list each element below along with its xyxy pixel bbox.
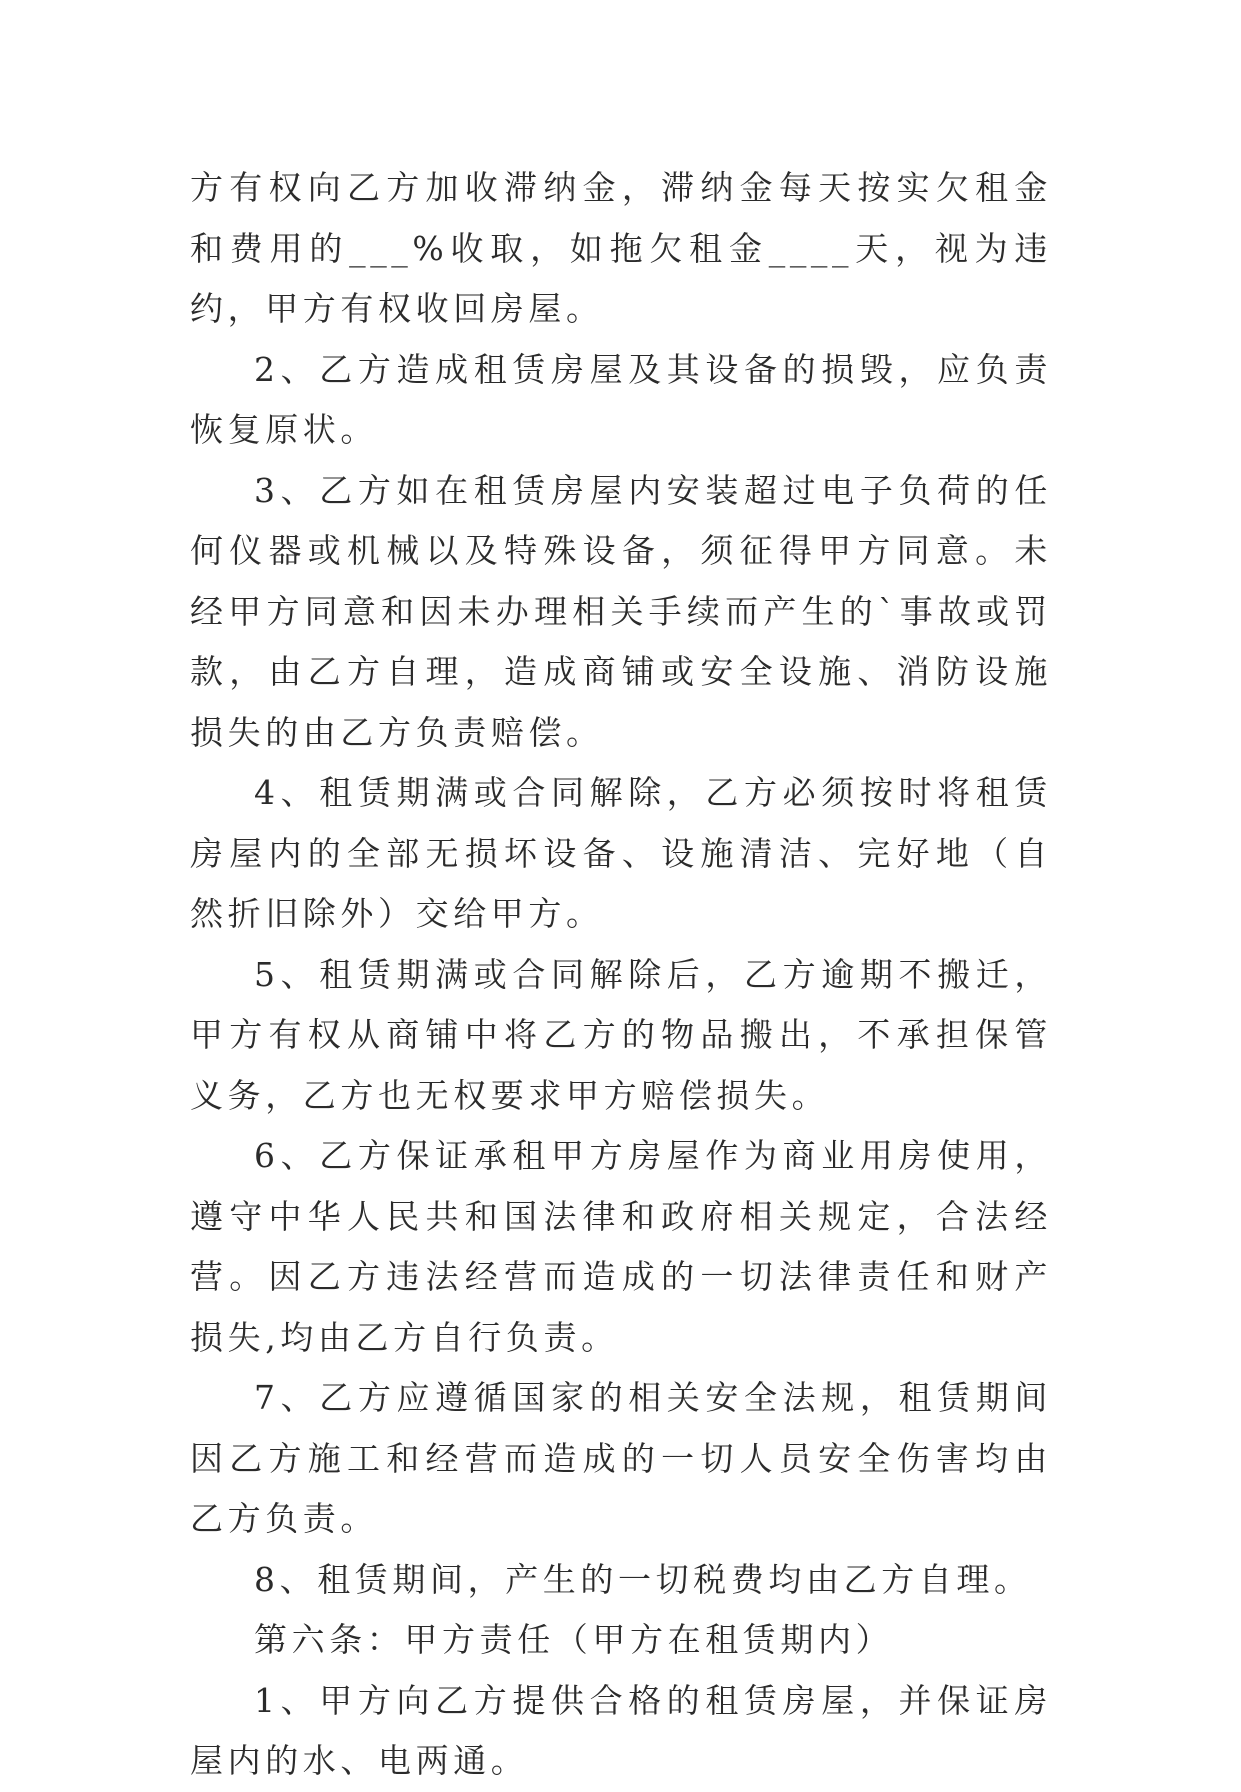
article-6-heading: 第六条：甲方责任（甲方在租赁期内） <box>254 1620 894 1659</box>
paragraph-article-6-clause-1: 1、甲方向乙方提供合格的租赁房屋，并保证房屋内的水、电两通。 <box>190 1680 1052 1780</box>
paragraph-clause-4: 4、租赁期满或合同解除，乙方必须按时将租赁房屋内的全部无损坏设备、设施清洁、完好地（自然折旧除外）交给甲方。 <box>190 773 1052 933</box>
document-body <box>190 158 1052 1792</box>
paragraph-clause-2: 2、乙方造成租赁房屋及其设备的损毁，应负责恢复原状。 <box>190 349 1052 449</box>
paragraph-clause-7: 7、乙方应遵循国家的相关安全法规，租赁期间因乙方施工和经营而造成的一切人员安全伤害均由乙方负责。 <box>190 1378 1052 1538</box>
paragraph-clause-5: 5、租赁期满或合同解除后，乙方逾期不搬迁，甲方有权从商铺中将乙方的物品搬出，不承担保管义务，乙方也无权要求甲方赔偿损失。 <box>190 954 1052 1115</box>
paragraph-clause-3: 3、乙方如在租赁房屋内安装超过电子负荷的任何仪器或机械以及特殊设备，须征得甲方同意。未经甲方同意和因未办理相关手续而产生的`事故或罚款，由乙方自理，造成商铺或安全设施、消防设施损失的由乙方负责赔偿。 <box>190 470 1052 752</box>
paragraph-continued-penalty: 方有权向乙方加收滞纳金，滞纳金每天按实欠租金和费用的___%收取，如拖欠租金____天，视为违约，甲方有权收回房屋。 <box>190 168 1052 328</box>
paragraph-clause-6: 6、乙方保证承租甲方房屋作为商业用房使用，遵守中华人民共和国法律和政府相关规定，合法经营。因乙方违法经营而造成的一切法律责任和财产损失,均由乙方自行负责。 <box>190 1136 1052 1357</box>
paragraph-clause-8: 8、租赁期间，产生的一切税费均由乙方自理。 <box>254 1559 1032 1599</box>
